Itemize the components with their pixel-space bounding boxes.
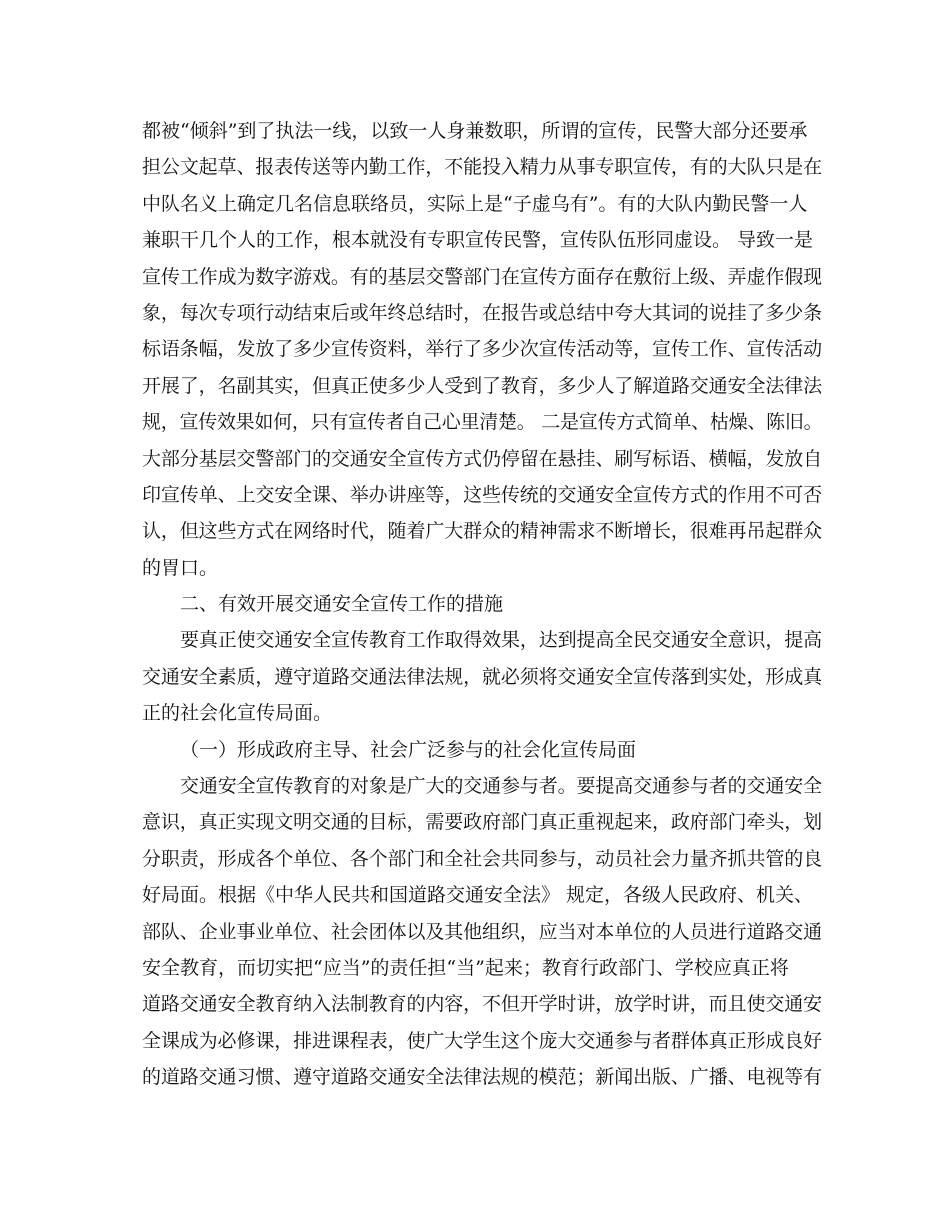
text-line: 全课成为必修课，排进课程表，使广大学生这个庞大交通参与者群体真正形成良好	[142, 1029, 823, 1052]
text-line: 二、有效开展交通安全宣传工作的措施	[180, 593, 504, 616]
text-line: 标语条幅，发放了多少宣传资料，举行了多少次宣传活动等，宣传工作、宣传活动	[142, 338, 823, 361]
text-line: （一）形成政府主导、社会广泛参与的社会化宣传局面	[180, 738, 637, 761]
text-line: 道路交通安全教育纳入法制教育的内容，不但开学时讲，放学时讲，而且使交通安	[142, 993, 823, 1016]
text-line: 认，但这些方式在网络时代，随着广大群众的精神需求不断增长，很难再吊起群众	[142, 520, 823, 543]
text-line: 交通安全宣传教育的对象是广大的交通参与者。要提高交通参与者的交通安全	[180, 775, 823, 798]
text-line: 大部分基层交警部门的交通安全宣传方式仍停留在悬挂、刷写标语、横幅，发放自	[142, 447, 823, 470]
text-line: 印宣传单、上交安全课、举办讲座等，这些传统的交通安全宣传方式的作用不可否	[142, 483, 823, 506]
text-line: 开展了，名副其实，但真正使多少人受到了教育，多少人了解道路交通安全法律法	[142, 374, 823, 397]
text-line: 交通安全素质，遵守道路交通法律法规，就必须将交通安全宣传落到实处，形成真	[142, 665, 823, 688]
text-line: 象，每次专项行动结束后或年终总结时，在报告或总结中夸大其词的说挂了多少条	[142, 301, 823, 324]
text-line: 分职责，形成各个单位、各个部门和全社会共同参与，动员社会力量齐抓共管的良	[142, 847, 823, 870]
text-line: 中队名义上确定几名信息联络员，实际上是“子虚乌有”。有的大队内勤民警一人	[142, 192, 808, 215]
text-line: 宣传工作成为数字游戏。有的基层交警部门在宣传方面存在敷衍上级、弄虚作假现	[142, 265, 823, 288]
text-line: 意识，真正实现文明交通的目标，需要政府部门真正重视起来，政府部门牵头，划	[142, 811, 823, 834]
text-line: 好局面。根据《中华人民共和国道路交通安全法》 规定，各级人民政府、机关、	[142, 884, 814, 907]
text-line: 的胃口。	[142, 556, 219, 579]
text-line: 正的社会化宣传局面。	[142, 702, 333, 725]
text-line: 担公文起草、报表传送等内勤工作，不能投入精力从事专职宣传，有的大队只是在	[142, 156, 823, 179]
document-body	[142, 113, 822, 1096]
text-line: 的道路交通习惯、遵守道路交通安全法律法规的模范；新闻出版、广播、电视等有	[142, 1066, 823, 1089]
text-line: 兼职干几个人的工作，根本就没有专职宣传民警，宣传队伍形同虚设。 导致一是	[142, 229, 814, 252]
text-line: 都被“倾斜”到了执法一线，以致一人身兼数职，所谓的宣传，民警大部分还要承	[142, 120, 808, 142]
text-line: 部队、企业事业单位、社会团体以及其他组织，应当对本单位的人员进行道路交通	[142, 920, 823, 943]
text-line: 安全教育，而切实把“应当”的责任担“当”起来；教育行政部门、学校应真正将	[142, 956, 789, 979]
text-line: 要真正使交通安全宣传教育工作取得效果，达到提高全民交通安全意识，提高	[180, 629, 823, 652]
text-line: 规，宣传效果如何，只有宣传者自己心里清楚。 二是宣传方式简单、枯燥、陈旧。	[142, 411, 823, 434]
